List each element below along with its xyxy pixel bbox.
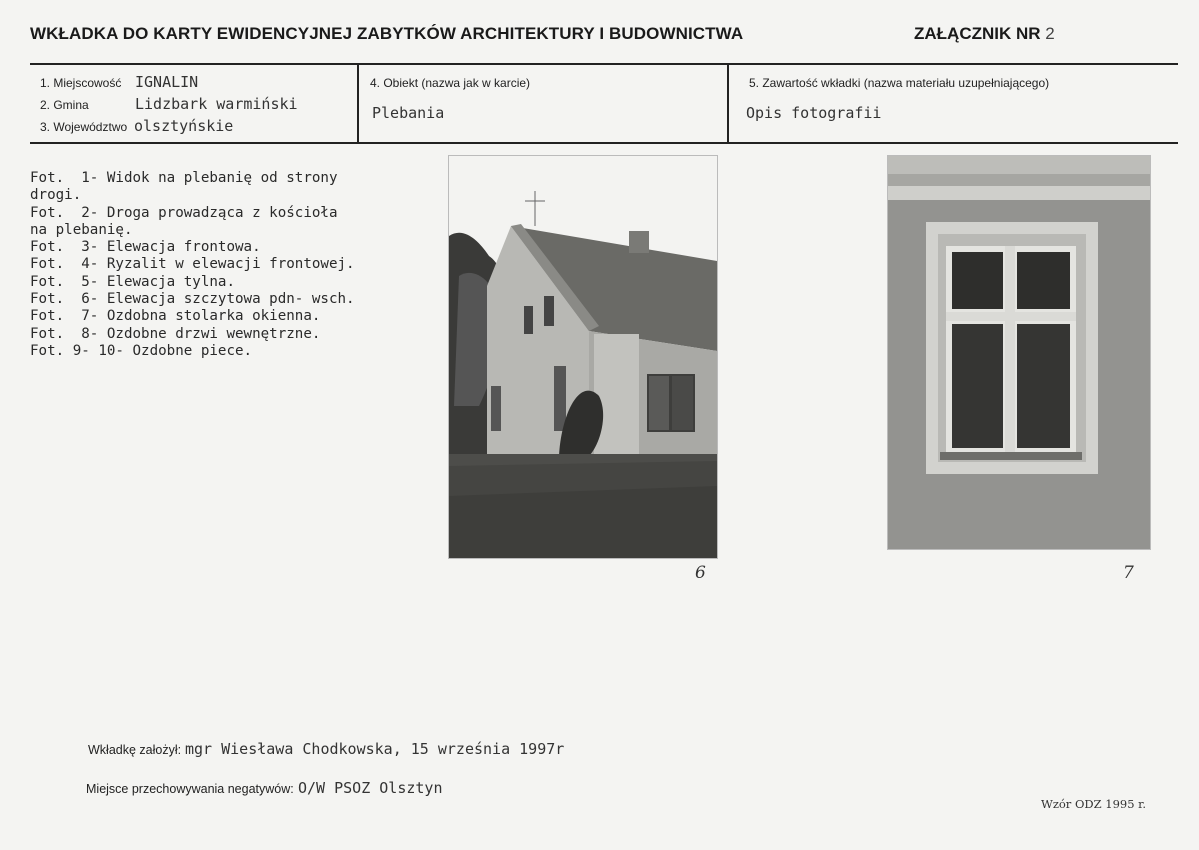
gmina-label: 2. Gmina (40, 98, 89, 112)
founder-value: mgr Wiesława Chodkowska, 15 września 1997r (185, 740, 565, 758)
list-item: Fot. 1- Widok na plebanię od strony (30, 170, 338, 186)
list-item: drogi. (30, 187, 82, 204)
list-item: Fot. 9- 10- Ozdobne piece. (30, 342, 253, 359)
list-item: Fot. 4- Ryzalit w elewacji frontowej. (30, 256, 355, 273)
list-item: Fot. 2- Droga prowadząca z kościoła (30, 204, 338, 221)
list-item: Fot. 3- Elewacja frontowa. (30, 239, 261, 256)
miejscowosc-label: 1. Miejscowość (40, 76, 122, 90)
wojewodztwo-value: olsztyńskie (134, 117, 234, 135)
page-title: WKŁADKA DO KARTY EWIDENCYJNEJ ZABYTKÓW ARCHITEKTURY I BUDOWNICTWA (30, 24, 744, 43)
obiekt-value: Plebania (372, 104, 445, 122)
zawartosc-label: 5. Zawartość wkładki (nazwa materiału uzupełniającego) (749, 76, 1050, 90)
photo-number-7: 7 (1123, 563, 1134, 583)
gmina-value: Lidzbark warmiński (135, 95, 298, 113)
list-item: Fot. 8- Ozdobne drzwi wewnętrzne. (30, 325, 321, 342)
list-item: Fot. 7- Ozdobna stolarka okienna. (30, 308, 321, 325)
storage-value: O/W PSOZ Olsztyn (298, 779, 443, 797)
founder-label: Wkładkę założył: (88, 743, 182, 757)
form-divider-1 (357, 63, 359, 144)
list-item: Fot. 6- Elewacja szczytowa pdn- wsch. (30, 291, 355, 308)
storage-label: Miejsce przechowywania negatywów: (86, 782, 294, 796)
photo-number-6: 6 (695, 563, 706, 583)
obiekt-label: 4. Obiekt (nazwa jak w karcie) (370, 76, 531, 90)
miejscowosc-value: IGNALIN (135, 73, 199, 91)
photo-description-list (30, 170, 355, 360)
annex-number: 2 (1045, 24, 1055, 43)
photo-house-gable (448, 155, 718, 559)
form-bottom-rule (30, 142, 1178, 144)
list-item: Fot. 5- Elewacja tylna. (30, 273, 235, 290)
form-divider-2 (727, 63, 729, 144)
annex-label (914, 24, 1055, 44)
form-top-rule (30, 63, 1178, 65)
photo-window (887, 155, 1151, 550)
window-photo-image (888, 156, 1150, 549)
annex-label-text: ZAŁĄCZNIK NR (914, 24, 1041, 43)
template-note: Wzór ODZ 1995 r. (1041, 797, 1147, 811)
zawartosc-value: Opis fotografii (746, 104, 882, 122)
list-item: na plebanię. (30, 221, 133, 238)
house-photo-image (449, 156, 717, 558)
wojewodztwo-label: 3. Województwo (40, 120, 128, 134)
